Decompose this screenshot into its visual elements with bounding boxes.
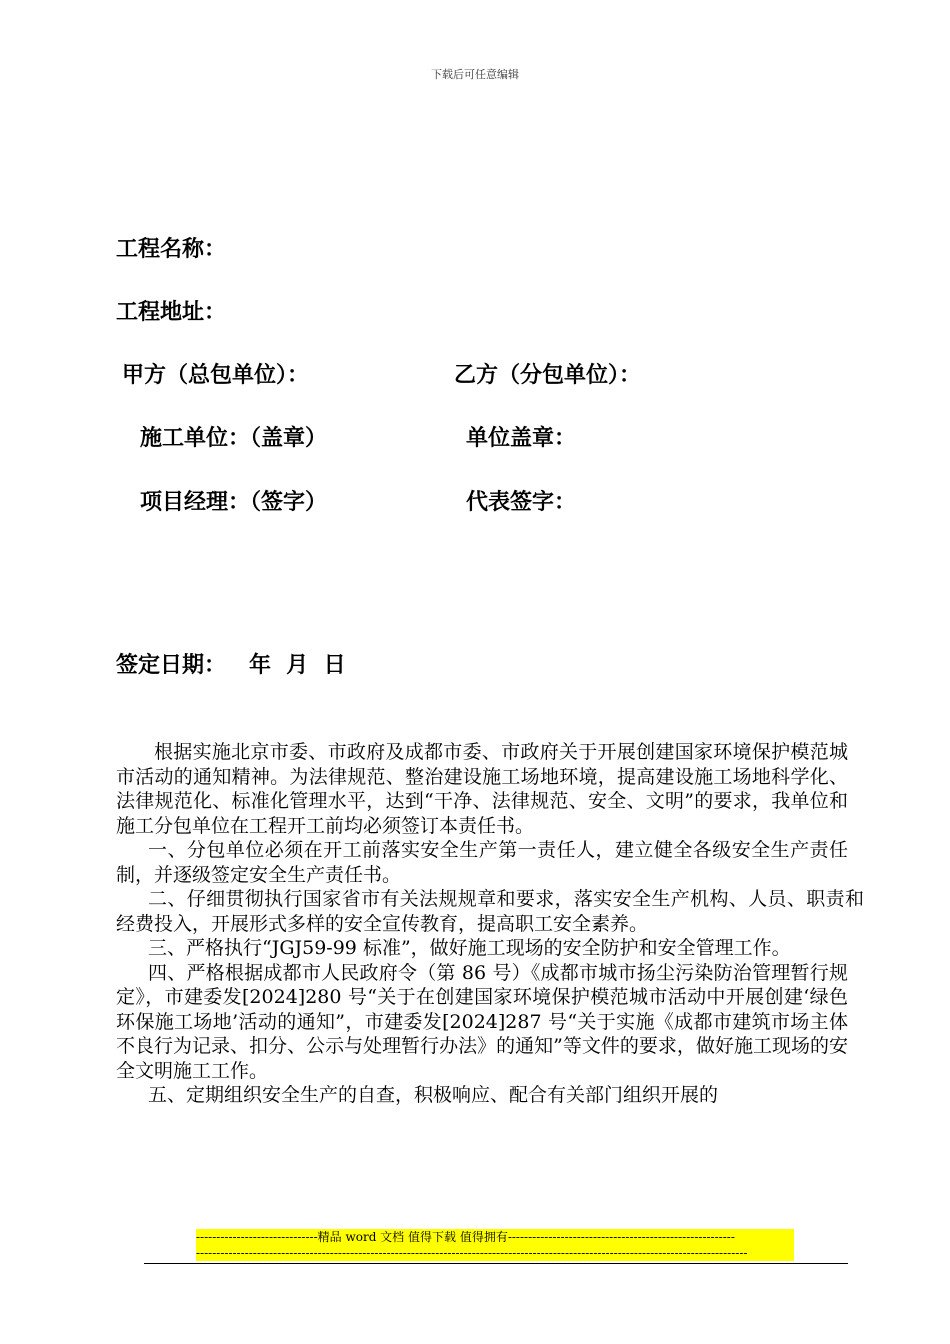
footer-divider <box>144 1263 848 1264</box>
footer-banner-line-2: ---------------------------------------------------------------------------------------------------------------------------------------- <box>196 1246 748 1260</box>
header-note: 下载后可任意编辑 <box>431 68 519 81</box>
party-a-label: 甲方（总包单位）： <box>122 363 310 388</box>
project-manager-label: 项目经理：（签字） <box>140 490 328 515</box>
party-b-label: 乙方（分包单位）： <box>454 363 642 388</box>
project-address-label: 工程地址： <box>116 300 227 325</box>
item-1-paragraph: 一、分包单位必须在开工前落实安全生产第一责任人，建立健全各级安全生产责任制，并逐级签定安全生产责任书。 <box>116 839 848 886</box>
project-name-label: 工程名称： <box>116 237 227 262</box>
item-4-paragraph: 四、严格根据成都市人民政府令（第 86 号）《成都市城市扬尘污染防治管理暂行规定》，市建委发[2024]280 号“关于在创建国家环境保护模范城市活动中开展创建‘绿色环保施工场地’活动的通知”，市建委发[2024]287 号“关于实施《成都市建筑市场主体不良行为记录、扣分、公示与处理暂行办法》的通知”等文件的要求，做好施工现场的安全文明施工工作。 <box>116 961 848 1082</box>
construction-unit-label: 施工单位：（盖章） <box>140 426 328 451</box>
item-2-paragraph: 二、仔细贯彻执行国家省市有关法规规章和要求，落实安全生产机构、人员、职责和经费投入，开展形式多样的安全宣传教育，提高职工安全素养。 <box>116 888 864 935</box>
representative-signature-label: 代表签字： <box>466 490 577 515</box>
sign-date-label: 签定日期： 年 月 日 <box>116 653 346 678</box>
item-3-paragraph: 三、严格执行“JGJ59-99 标准”，做好施工现场的安全防护和安全管理工作。 <box>148 937 791 959</box>
item-5-paragraph: 五、定期组织安全生产的自查，积极响应、配合有关部门组织开展的 <box>148 1084 719 1106</box>
responsibility-body <box>116 740 864 1108</box>
footer-banner-line-1: ------------------------------精品 word 文档 值得下载 值得拥有-------------------------------------------------------- <box>196 1230 735 1244</box>
footer-banner <box>196 1229 794 1261</box>
unit-seal-label: 单位盖章： <box>466 426 577 451</box>
intro-paragraph: 根据实施北京市委、市政府及成都市委、市政府关于开展创建国家环境保护模范城市活动的通知精神。为法律规范、整治建设施工场地环境，提高建设施工场地科学化、法律规范化、标准化管理水平，达到“干净、法律规范、安全、文明”的要求，我单位和施工分包单位在工程开工前均必须签订本责任书。 <box>116 741 848 837</box>
